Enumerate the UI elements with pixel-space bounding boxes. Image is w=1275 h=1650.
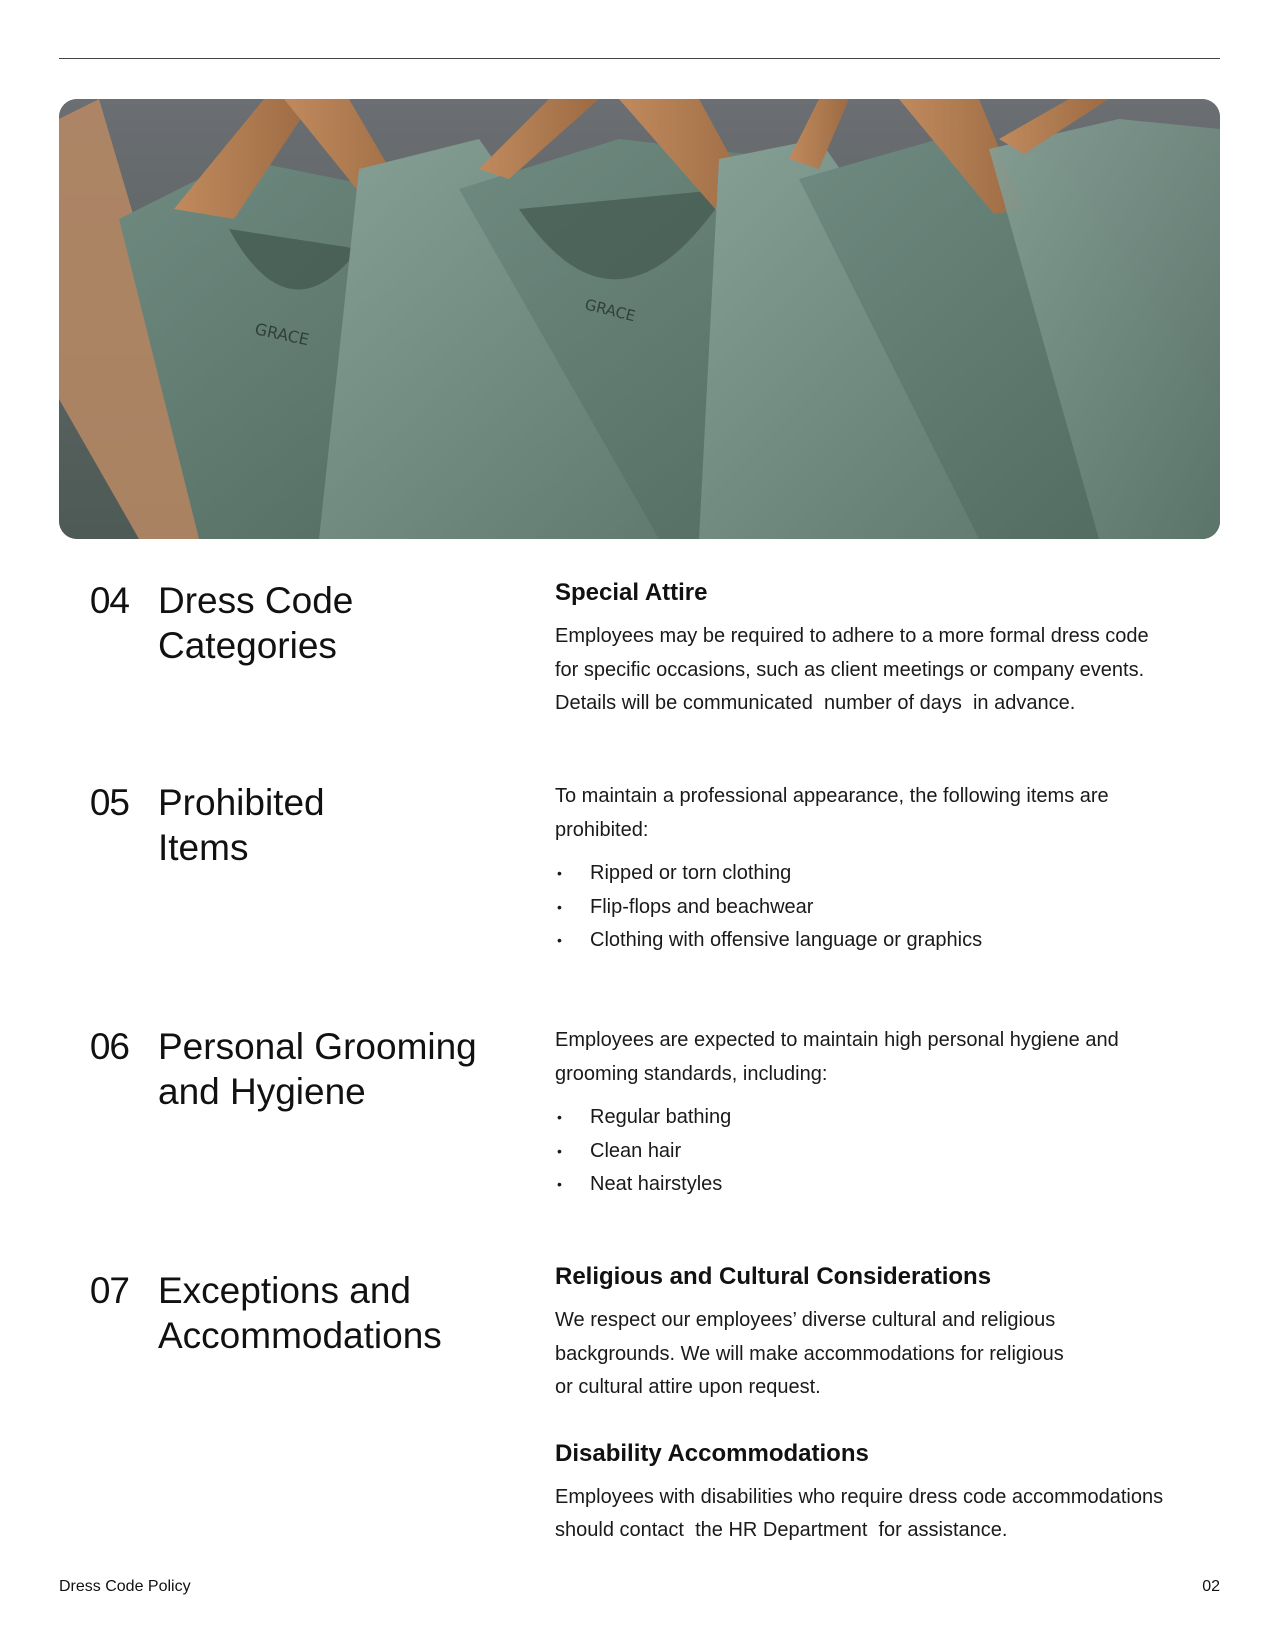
list-item-text: Regular bathing bbox=[590, 1106, 732, 1128]
subheading: Special Attire bbox=[555, 579, 708, 606]
section-body bbox=[555, 1262, 1225, 1548]
section-title-line: Categories bbox=[158, 625, 337, 666]
paragraph-line: grooming standards, including: bbox=[555, 1062, 828, 1085]
footer-document-title: Dress Code Policy bbox=[59, 1578, 191, 1595]
bullet-icon: • bbox=[557, 1142, 562, 1159]
paragraph bbox=[555, 780, 1225, 847]
section-title-line: Items bbox=[158, 827, 249, 868]
paragraph bbox=[555, 1304, 1225, 1405]
bullet-list bbox=[555, 1101, 1225, 1202]
paragraph-line: backgrounds. We will make accommodations for religious bbox=[555, 1342, 1064, 1365]
section-body bbox=[555, 780, 1225, 958]
paragraph-line: Details will be communicated number of days in advance. bbox=[555, 692, 1076, 714]
list-item bbox=[555, 1101, 1225, 1135]
section-title-line: Dress Code bbox=[158, 580, 354, 621]
list-item bbox=[555, 1168, 1225, 1202]
list-item-text: Flip-flops and beachwear bbox=[590, 895, 814, 918]
paragraph-line: Employees with disabilities who require dress code accommodations bbox=[555, 1485, 1164, 1508]
section-number: 05 bbox=[89, 782, 129, 823]
section-title bbox=[158, 578, 518, 668]
list-item bbox=[555, 924, 1225, 958]
list-item bbox=[555, 891, 1225, 925]
section-number: 04 bbox=[89, 580, 129, 621]
paragraph-line: Employees may be required to adhere to a more formal dress code bbox=[555, 625, 1149, 647]
list-item-text: Clothing with offensive language or graphics bbox=[590, 929, 983, 951]
list-item bbox=[555, 857, 1225, 891]
list-item-text: Neat hairstyles bbox=[590, 1173, 723, 1195]
paragraph-line: Employees are expected to maintain high personal hygiene and bbox=[555, 1029, 1119, 1051]
paragraph bbox=[555, 1481, 1225, 1548]
paragraph-line: To maintain a professional appearance, the following items are bbox=[555, 785, 1109, 807]
bullet-icon: • bbox=[557, 932, 562, 948]
subheading: Religious and Cultural Considerations bbox=[555, 1263, 992, 1290]
list-item-text: Clean hair bbox=[590, 1139, 682, 1162]
section-title bbox=[158, 1024, 538, 1114]
paragraph-line: We respect our employees’ diverse cultural and religious bbox=[555, 1309, 1056, 1331]
section-number: 06 bbox=[89, 1026, 129, 1067]
svg-text:GRACE: GRACE bbox=[583, 295, 638, 326]
section-body bbox=[555, 1024, 1225, 1202]
section-title-line: Personal Grooming bbox=[158, 1026, 477, 1067]
section-number: 07 bbox=[89, 1270, 129, 1311]
footer-page-number: 02 bbox=[1202, 1578, 1220, 1595]
shirts-illustration bbox=[59, 99, 1220, 539]
section-title-line: Exceptions and bbox=[158, 1270, 412, 1311]
paragraph bbox=[555, 620, 1225, 721]
bullet-list bbox=[555, 857, 1225, 958]
paragraph bbox=[555, 1024, 1225, 1091]
section-title bbox=[158, 780, 518, 870]
bullet-icon: • bbox=[557, 1109, 562, 1125]
bullet-icon: • bbox=[557, 898, 562, 915]
top-divider bbox=[59, 58, 1220, 59]
hero-image bbox=[59, 99, 1220, 539]
section-body bbox=[555, 578, 1225, 721]
svg-text:GRACE: GRACE bbox=[253, 319, 311, 350]
section-title-line: Prohibited bbox=[158, 782, 325, 823]
section-title-line: and Hygiene bbox=[158, 1071, 366, 1112]
paragraph-line: or cultural attire upon request. bbox=[555, 1376, 821, 1398]
paragraph-line: prohibited: bbox=[555, 818, 649, 841]
section-title bbox=[158, 1268, 538, 1358]
list-item-text: Ripped or torn clothing bbox=[590, 862, 792, 884]
spacer bbox=[555, 1405, 1225, 1439]
subheading: Disability Accommodations bbox=[555, 1439, 869, 1467]
paragraph-line: should contact the HR Department for assistance. bbox=[555, 1519, 1008, 1541]
paragraph-line: for specific occasions, such as client meetings or company events. bbox=[555, 658, 1145, 681]
bullet-icon: • bbox=[557, 1176, 562, 1192]
list-item bbox=[555, 1135, 1225, 1169]
section-title-line: Accommodations bbox=[158, 1315, 442, 1356]
bullet-icon: • bbox=[557, 865, 562, 881]
